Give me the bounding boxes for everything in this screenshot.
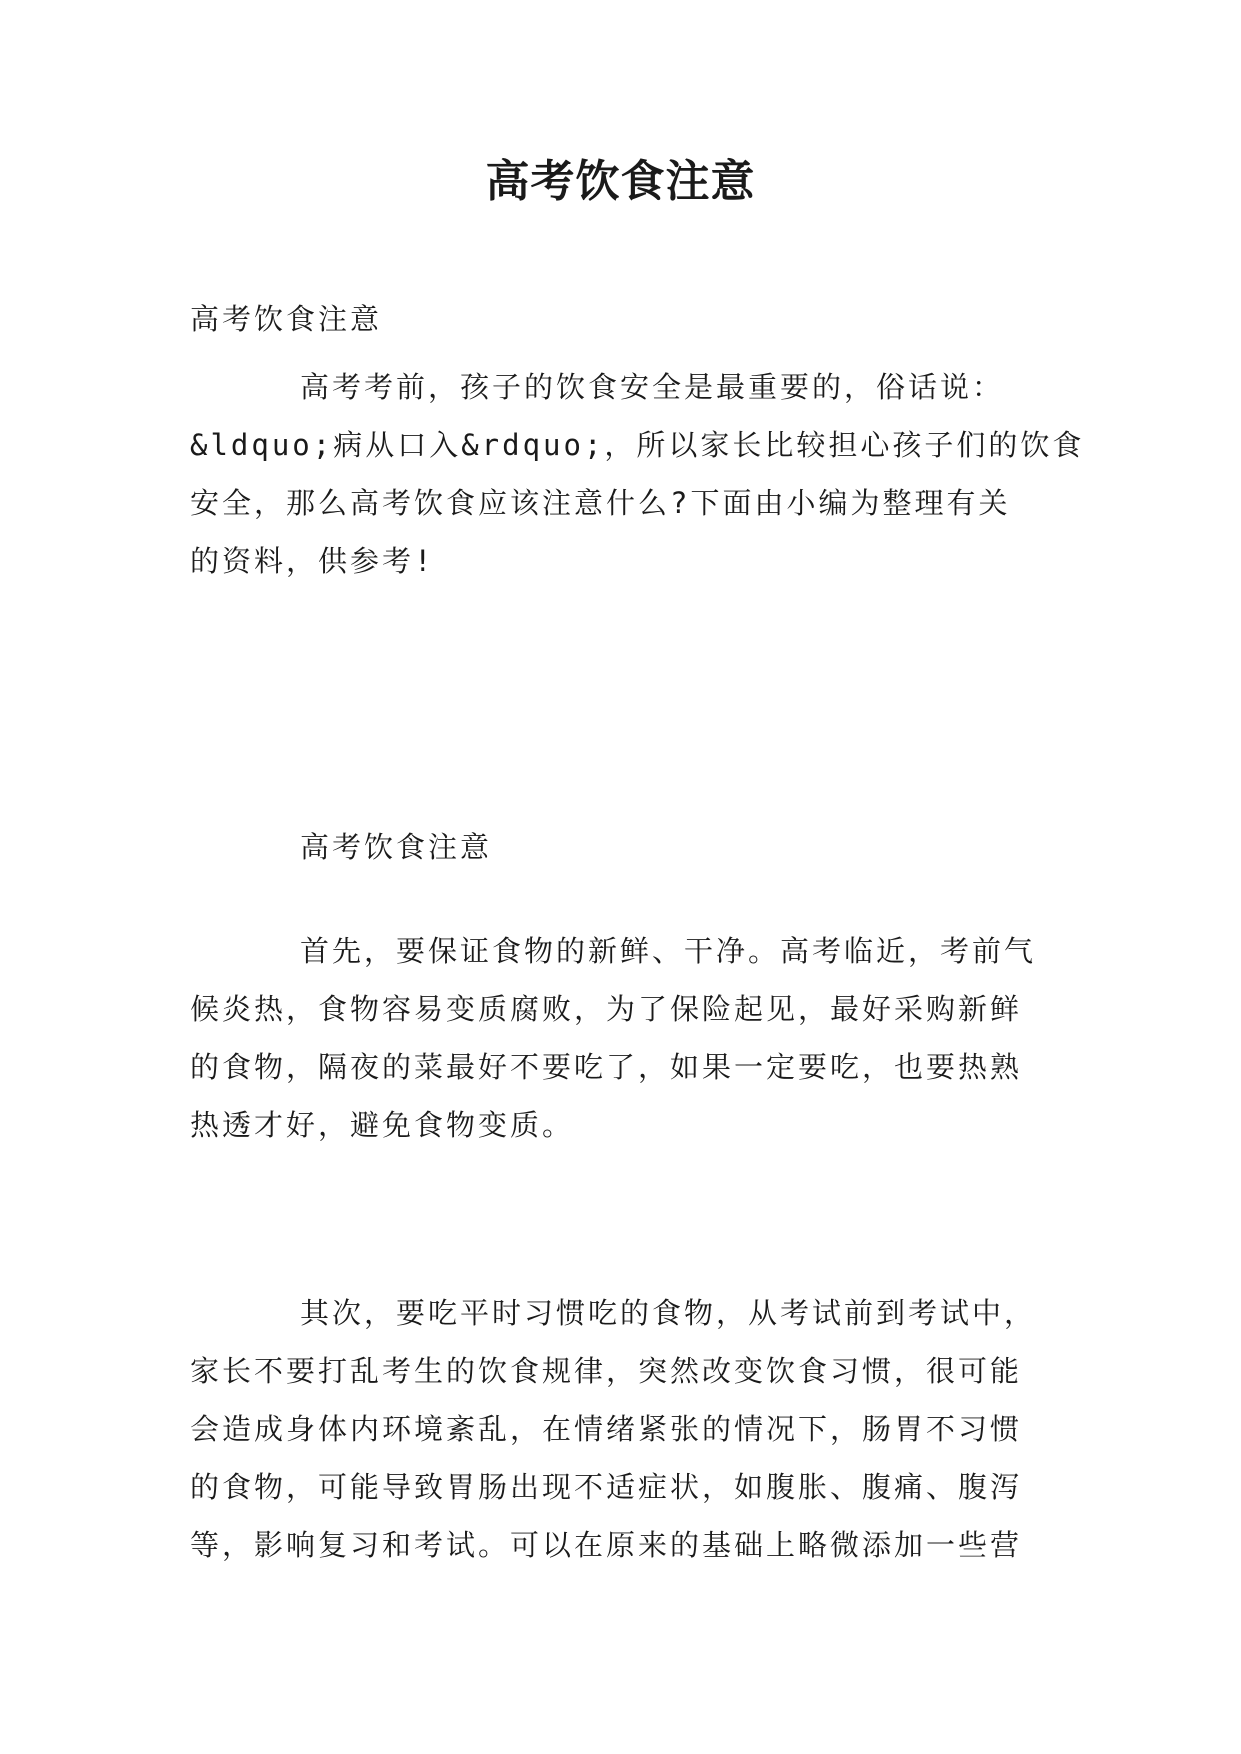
paragraph-line: 的食物，隔夜的菜最好不要吃了，如果一定要吃，也要热熟 xyxy=(190,1050,1023,1084)
intro-line: 的资料，供参考! xyxy=(190,544,435,578)
section-heading-text: 高考饮食注意 xyxy=(300,830,493,864)
paragraph-line: 等，影响复习和考试。可以在原来的基础上略微添加一些营 xyxy=(190,1528,1023,1562)
section-heading xyxy=(190,818,1062,876)
paragraph-line: 首先，要保证食物的新鲜、干净。高考临近，考前气 xyxy=(300,934,1037,968)
subtitle-text: 高考饮食注意 xyxy=(190,302,383,336)
paragraph-line: 候炎热，食物容易变质腐败，为了保险起见，最好采购新鲜 xyxy=(190,992,1023,1026)
intro-paragraph xyxy=(190,358,1085,590)
document-title: 高考饮食注意 xyxy=(485,156,756,207)
paragraph-habits xyxy=(190,1284,1062,1574)
subtitle xyxy=(190,290,1062,348)
intro-line: 高考考前，孩子的饮食安全是最重要的，俗话说： xyxy=(300,370,1005,404)
paragraph-line: 热透才好，避免食物变质。 xyxy=(190,1108,575,1142)
paragraph-line: 的食物，可能导致胃肠出现不适症状，如腹胀、腹痛、腹泻 xyxy=(190,1470,1023,1504)
intro-line: &ldquo;病从口入&rdquo;，所以家长比较担心孩子们的饮食 xyxy=(190,428,1085,462)
paragraph-line: 家长不要打乱考生的饮食规律，突然改变饮食习惯，很可能 xyxy=(190,1354,1023,1388)
paragraph-line: 会造成身体内环境紊乱，在情绪紧张的情况下，肠胃不习惯 xyxy=(190,1412,1023,1446)
paragraph-freshness xyxy=(190,922,1062,1154)
paragraph-line: 其次，要吃平时习惯吃的食物，从考试前到考试中， xyxy=(300,1296,1037,1330)
intro-line: 安全，那么高考饮食应该注意什么?下面由小编为整理有关 xyxy=(190,486,1011,520)
